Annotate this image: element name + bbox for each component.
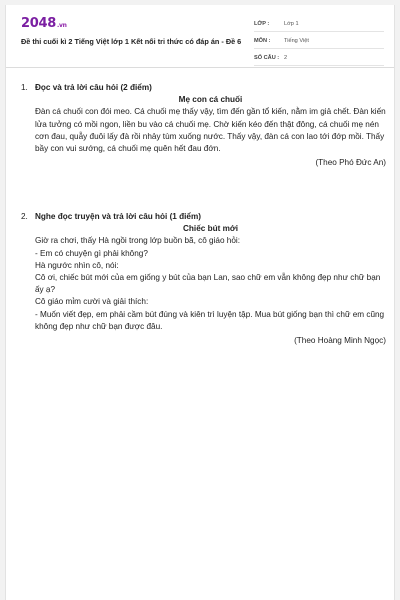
meta-value: Lớp 1 [284,20,299,27]
logo-domain-text: .vn [56,22,67,29]
question-number: 2. [21,212,28,221]
story-author: (Theo Hoàng Minh Ngọc) [294,336,386,346]
story-line: - Muốn viết đẹp, em phải cầm bút đúng và kiên trì luyện tập. Mua bút giống bạn thì chữ em cũng không đẹp như chữ bạn được đâu. [35,309,385,331]
story-line: Cô giáo mỉm cười và giải thích: [35,297,149,307]
meta-row-question-count [254,50,384,66]
story-line: Cô ơi, chiếc bút mới của em giống y bút của bạn Lan, sao chữ em vẫn không đẹp như chữ bạn ấy ạ? [35,273,381,295]
story-title: Chiếc bút mới [183,224,238,234]
document-page [5,5,395,600]
document-title: Đề thi cuối kì 2 Tiếng Việt lớp 1 Kết nối tri thức có đáp án - Đề 6 [21,37,242,46]
meta-label: MÔN : [254,37,271,44]
meta-value: Tiếng Việt [284,37,309,44]
meta-row-subject [254,33,384,49]
story-title: Mẹ con cá chuối [178,95,243,105]
meta-value: 2 [284,54,288,61]
site-logo[interactable] [21,16,67,31]
logo-main-text: 2048 [21,16,56,31]
question-2 [21,211,386,347]
question-number: 1. [21,83,28,92]
story-body [35,106,386,169]
meta-label: LỚP : [254,20,270,27]
story-line: Giờ ra chơi, thấy Hà ngồi trong lớp buồn bã, cô giáo hỏi: [35,236,240,246]
story-line: Hà ngước nhìn cô, nói: [35,260,119,270]
meta-info-panel [254,16,384,67]
document-header [6,5,394,68]
question-heading [21,82,386,94]
question-1 [21,82,386,169]
question-heading-text: Nghe đọc truyện và trả lời câu hỏi (1 điểm) [35,212,201,221]
story-body [35,235,386,347]
meta-label: SỐ CÂU : [254,54,280,61]
question-heading [21,211,386,223]
story-line: - Em có chuyện gì phải không? [35,248,148,258]
story-paragraph: Đàn cá chuối con đói meo. Cá chuối mẹ thấy vậy, tìm đến gần tổ kiến, nằm im giả chết. Đàn kiến lửa tưởng có mồi ngon, liền bu vào cá chuối mẹ. Chờ kiến kéo đến thật đông, cá chuối mẹ nén cơn đau, quẫy đuôi lấy đà rồi nhảy tùm xuống nước. Thấy vậy, đàn cá con lao tới đớp mồi. Thấy bầy con vui sướng, cá chuối mẹ quên hết đau đớn. [35,107,386,154]
story-author: (Theo Phó Đức An) [315,158,386,168]
question-heading-text: Đọc và trả lời câu hỏi (2 điểm) [35,83,152,92]
meta-row-class [254,16,384,32]
